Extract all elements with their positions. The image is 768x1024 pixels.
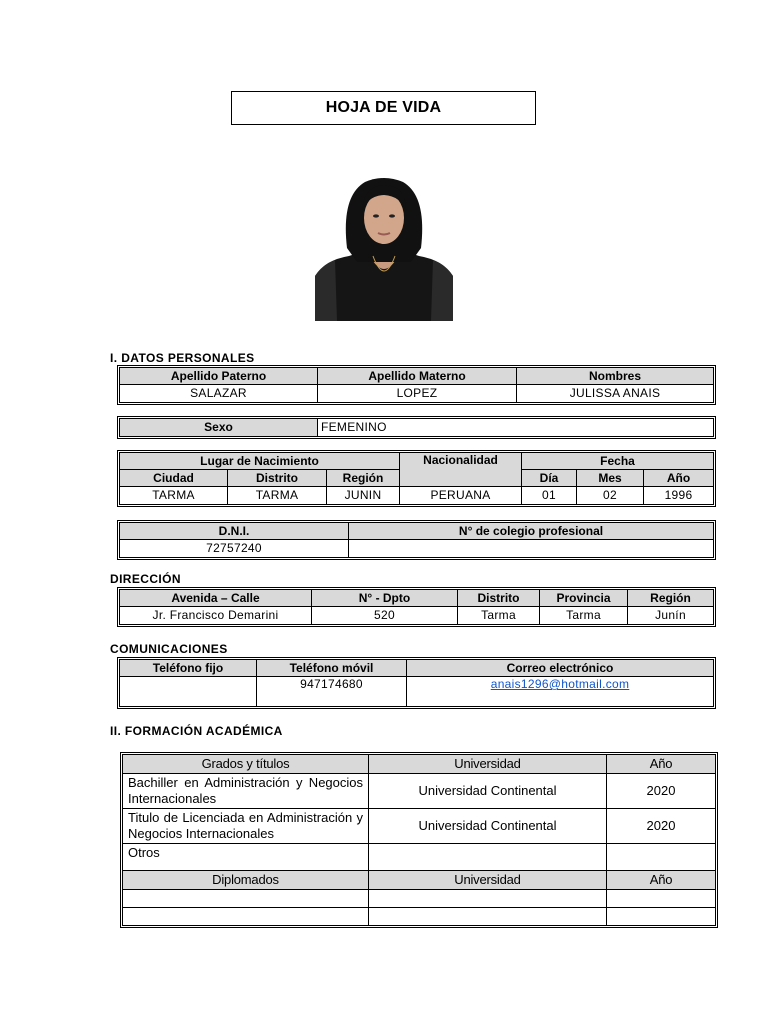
grado-cell: Otros — [123, 844, 369, 871]
nacimiento-table — [119, 452, 714, 505]
header-dni: D.N.I. — [120, 523, 349, 540]
value-region: JUNIN — [327, 487, 400, 505]
header-colegio-profesional: N° de colegio profesional — [349, 523, 714, 540]
diplomado-universidad-cell — [369, 890, 607, 908]
value-distrito: Tarma — [458, 607, 540, 625]
universidad-cell: Universidad Continental — [369, 774, 607, 809]
header-universidad: Universidad — [369, 755, 607, 774]
header-lugar-nacimiento: Lugar de Nacimiento — [120, 453, 400, 470]
diplomado-cell — [123, 908, 369, 926]
header-correo: Correo electrónico — [407, 660, 714, 677]
value-sexo: FEMENINO — [318, 419, 714, 437]
anio-cell: 2020 — [607, 809, 716, 844]
header-region: Región — [628, 590, 714, 607]
direccion-table — [119, 589, 714, 625]
header-fecha: Fecha — [522, 453, 714, 470]
header-diplomados-universidad: Universidad — [369, 871, 607, 890]
diplomado-anio-cell — [607, 908, 716, 926]
diplomado-anio-cell — [607, 890, 716, 908]
section-datos-personales: I. DATOS PERSONALES — [110, 351, 255, 365]
header-ciudad: Ciudad — [120, 470, 228, 487]
profile-photo — [315, 176, 453, 321]
header-apellido-paterno: Apellido Paterno — [120, 368, 318, 385]
value-provincia: Tarma — [540, 607, 628, 625]
header-anio: Año — [607, 755, 716, 774]
value-colegio-profesional — [349, 540, 714, 558]
header-avenida-calle: Avenida – Calle — [120, 590, 312, 607]
section-direccion: DIRECCIÓN — [110, 572, 181, 586]
formacion-table — [122, 754, 716, 926]
header-telefono-movil: Teléfono móvil — [257, 660, 407, 677]
diplomado-universidad-cell — [369, 908, 607, 926]
value-apellido-paterno: SALAZAR — [120, 385, 318, 403]
header-apellido-materno: Apellido Materno — [318, 368, 517, 385]
header-numero-dpto: N° - Dpto — [312, 590, 458, 607]
value-ciudad: TARMA — [120, 487, 228, 505]
section-formacion-academica: II. FORMACIÓN ACADÉMICA — [110, 724, 283, 738]
header-nombres: Nombres — [517, 368, 714, 385]
header-diplomados-anio: Año — [607, 871, 716, 890]
value-dia: 01 — [522, 487, 577, 505]
header-telefono-fijo: Teléfono fijo — [120, 660, 257, 677]
value-distrito: TARMA — [228, 487, 327, 505]
anio-cell: 2020 — [607, 774, 716, 809]
header-provincia: Provincia — [540, 590, 628, 607]
value-telefono-fijo — [120, 677, 257, 707]
universidad-cell: Universidad Continental — [369, 809, 607, 844]
value-correo-cell — [407, 677, 714, 707]
header-distrito: Distrito — [228, 470, 327, 487]
header-anio: Año — [644, 470, 714, 487]
value-telefono-movil: 947174680 — [257, 677, 407, 707]
sexo-table — [119, 418, 714, 437]
value-avenida-calle: Jr. Francisco Demarini — [120, 607, 312, 625]
grado-cell: Titulo de Licenciada en Administración y Negocios Internacionales — [123, 809, 369, 844]
profile-photo-image — [315, 176, 453, 321]
header-sexo: Sexo — [120, 419, 318, 437]
header-region: Región — [327, 470, 400, 487]
value-numero-dpto: 520 — [312, 607, 458, 625]
value-mes: 02 — [577, 487, 644, 505]
header-diplomados: Diplomados — [123, 871, 369, 890]
value-dni: 72757240 — [120, 540, 349, 558]
value-region: Junín — [628, 607, 714, 625]
names-table — [119, 367, 714, 403]
section-comunicaciones: COMUNICACIONES — [110, 642, 228, 656]
value-apellido-materno: LOPEZ — [318, 385, 517, 403]
comunicaciones-table — [119, 659, 714, 707]
header-distrito: Distrito — [458, 590, 540, 607]
email-link[interactable]: anais1296@hotmail.com — [490, 677, 630, 691]
header-grados-titulos: Grados y títulos — [123, 755, 369, 774]
header-dia: Día — [522, 470, 577, 487]
diplomado-cell — [123, 890, 369, 908]
document-title: HOJA DE VIDA — [231, 91, 536, 125]
value-nacionalidad: PERUANA — [400, 487, 522, 505]
universidad-cell — [369, 844, 607, 871]
value-anio: 1996 — [644, 487, 714, 505]
dni-table — [119, 522, 714, 558]
anio-cell — [607, 844, 716, 871]
header-nacionalidad: Nacionalidad — [400, 453, 522, 487]
value-nombres: JULISSA ANAIS — [517, 385, 714, 403]
grado-cell: Bachiller en Administración y Negocios Internacionales — [123, 774, 369, 809]
header-mes: Mes — [577, 470, 644, 487]
